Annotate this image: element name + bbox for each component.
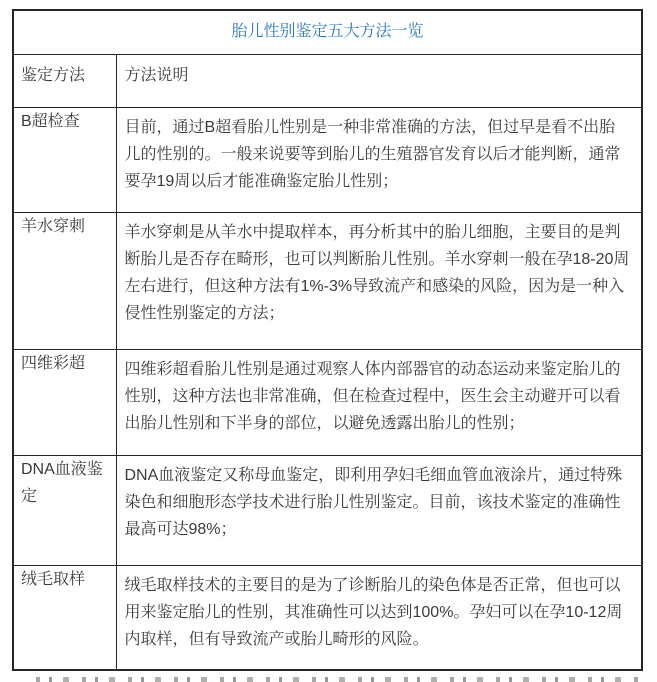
description-cell: 四维彩超看胎儿性别是通过观察人体内部器官的动态运动来鉴定胎儿的性别，这种方法也非常准确，但在检查过程中，医生会主动避开可以看出胎儿性别和下半身的部位，以避免透露出胎儿的性别；	[116, 349, 642, 455]
description-cell: 目前，通过B超看胎儿性别是一种非常准确的方法，但过早是看不出胎儿的性别的。一般来说要等到胎儿的生殖器官发育以后才能判断，通常要孕19周以后才能准确鉴定胎儿性别；	[116, 107, 642, 212]
table-title: 胎儿性别鉴定五大方法一览	[13, 10, 642, 54]
description-cell: 绒毛取样技术的主要目的是为了诊断胎儿的染色体是否正常，但也可以用来鉴定胎儿的性别，其准确性可以达到100%。孕妇可以在孕10-12周内取样，但有导致流产或胎儿畸形的风险。	[116, 565, 642, 670]
clipped-text-line	[36, 677, 646, 682]
description-cell: DNA血液鉴定又称母血鉴定，即利用孕妇毛细血管血液涂片，通过特殊染色和细胞形态学技术进行胎儿性别鉴定。目前，该技术鉴定的准确性最高可达98%；	[116, 455, 642, 565]
method-cell: 四维彩超	[13, 349, 116, 455]
title-row	[13, 10, 642, 54]
table-row	[13, 455, 642, 565]
header-description: 方法说明	[116, 54, 642, 107]
method-cell: DNA血液鉴定	[13, 455, 116, 565]
method-cell: B超检查	[13, 107, 116, 212]
header-method: 鉴定方法	[13, 54, 116, 107]
method-cell: 羊水穿刺	[13, 212, 116, 349]
methods-table-container	[12, 9, 643, 671]
table-row	[13, 349, 642, 455]
description-cell: 羊水穿刺是从羊水中提取样本，再分析其中的胎儿细胞，主要目的是判断胎儿是否存在畸形，也可以判断胎儿性别。羊水穿刺一般在孕18-20周左右进行，但这种方法有1%-3%导致流产和感染的风险，因为是一种入侵性性别鉴定的方法；	[116, 212, 642, 349]
table-row	[13, 107, 642, 212]
methods-table	[12, 9, 643, 671]
method-cell: 绒毛取样	[13, 565, 116, 670]
header-row	[13, 54, 642, 107]
table-row	[13, 565, 642, 670]
table-row	[13, 212, 642, 349]
